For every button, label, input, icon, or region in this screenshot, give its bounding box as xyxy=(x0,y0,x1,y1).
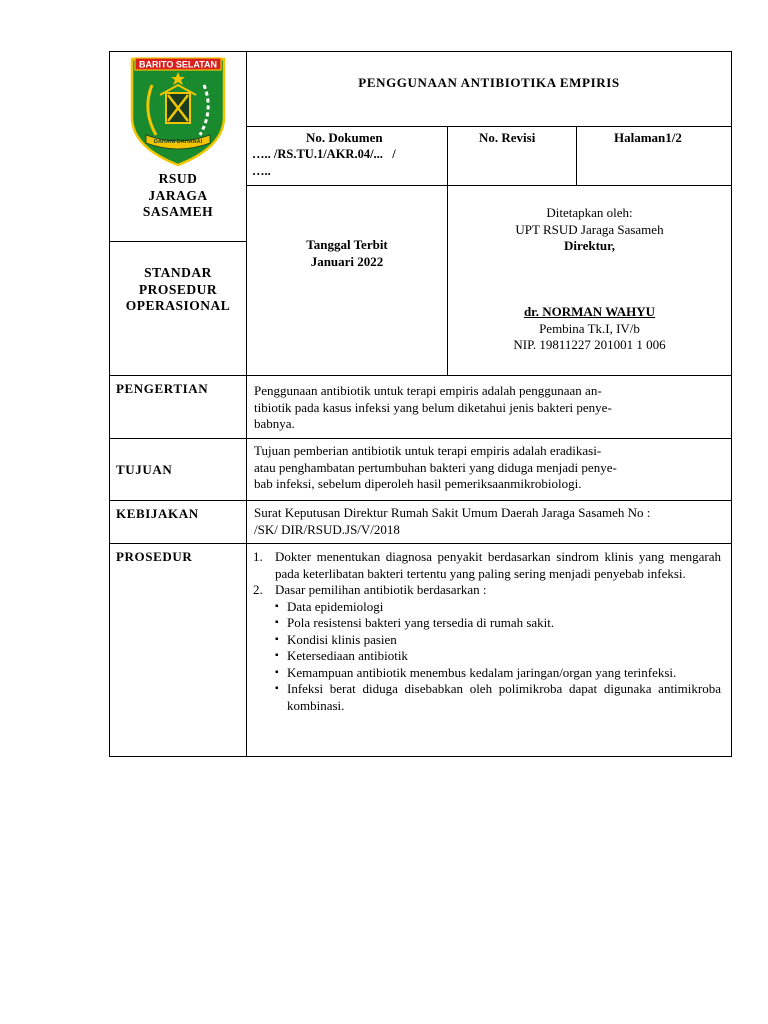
tujuan-line1: Tujuan pemberian antibiotik untuk terapi empiris adalah eradikasi- xyxy=(254,443,602,458)
pengertian-label: PENGERTIAN xyxy=(116,381,209,396)
criteria-text: Infeksi berat diduga disebabkan oleh polimikroba dapat digunaka antimikroba kombinasi. xyxy=(287,681,721,713)
director-rank: Pembina Tk.I, IV/b xyxy=(539,320,640,336)
approval-line1: Ditetapkan oleh: xyxy=(546,205,633,220)
table-border-right xyxy=(731,51,732,757)
document-type-line3: OPERASIONAL xyxy=(125,298,231,313)
director-name: dr. NORMAN WAHYU xyxy=(523,304,656,319)
hospital-name-line1: RSUD xyxy=(158,171,198,186)
tujuan-line3: bab infeksi, sebelum diperoleh hasil pemeriksaanmikrobiologi. xyxy=(254,476,582,491)
logo-ribbon-text: DAHANI DAHANAI xyxy=(153,139,203,145)
criteria-item xyxy=(275,665,721,682)
section-divider-1 xyxy=(109,375,732,376)
tujuan-text xyxy=(254,443,728,493)
hospital-logo xyxy=(130,55,226,167)
criteria-text: Data epidemiologi xyxy=(287,598,384,614)
pengertian-line2: tibiotik pada kasus infeksi yang belum diketahui jenis bakteri penye- xyxy=(254,399,612,415)
document-type-line1: STANDAR xyxy=(144,265,212,280)
criteria-text: Ketersediaan antibiotik xyxy=(287,648,408,663)
bullet-square-icon: ▪ xyxy=(275,633,279,645)
criteria-text: Kemampuan antibiotik menembus kedalam jaringan/organ yang terinfeksi. xyxy=(287,664,677,680)
meta-row-divider xyxy=(246,185,732,186)
kebijakan-line2: /SK/ DIR/RSUD.JS/V/2018 xyxy=(254,521,400,537)
table-border-top xyxy=(109,51,732,52)
prosedur-label: PROSEDUR xyxy=(116,549,193,564)
hospital-name-line2: JARAGA xyxy=(148,187,208,203)
section-divider-3 xyxy=(109,500,732,501)
kebijakan-text xyxy=(254,505,730,538)
tujuan-line2: atau penghambatan pertumbuhan bakteri yang diduga menjadi penye- xyxy=(254,459,617,475)
document-title: PENGGUNAAN ANTIBIOTIKA EMPIRIS xyxy=(358,75,620,90)
tanggal-terbit-label: Tanggal Terbit xyxy=(306,237,388,252)
document-type-line2: PROSEDUR xyxy=(138,281,218,297)
table-border-left xyxy=(109,51,110,757)
prosedur-text xyxy=(253,549,721,714)
prosedur-item-1-number: 1. xyxy=(253,549,263,564)
criteria-text: Kondisi klinis pasien xyxy=(287,631,397,647)
criteria-item xyxy=(275,615,721,632)
logo-banner-text: BARITO SELATAN xyxy=(139,59,217,70)
no-dokumen-value xyxy=(252,146,444,179)
document-type xyxy=(110,265,246,315)
title-row-divider xyxy=(246,126,732,127)
prosedur-item-1 xyxy=(253,549,721,582)
prosedur-item-2-text: Dasar pemilihan antibiotik berdasarkan : xyxy=(275,582,487,597)
antibiotic-criteria-list xyxy=(275,599,721,715)
barito-selatan-emblem-icon xyxy=(130,55,226,167)
halaman-label: Halaman1/2 xyxy=(614,130,682,145)
kebijakan-line1: Surat Keputusan Direktur Rumah Sakit Umum Daerah Jaraga Sasameh No : xyxy=(254,505,651,520)
hospital-name xyxy=(110,171,246,221)
tanggal-terbit-value: Januari 2022 xyxy=(310,253,384,269)
kebijakan-label: KEBIJAKAN xyxy=(116,506,199,521)
criteria-item xyxy=(275,681,721,714)
no-dokumen-value-line2: ….. xyxy=(252,163,271,178)
prosedur-item-2 xyxy=(253,582,721,714)
no-dokumen-value-line1: ….. /RS.TU.1/AKR.04/... / xyxy=(252,147,396,161)
director-block xyxy=(448,304,731,354)
no-revisi-label: No. Revisi xyxy=(479,130,536,145)
logo-cell-divider xyxy=(109,241,247,242)
approval-block xyxy=(448,205,731,255)
criteria-item xyxy=(275,648,721,665)
criteria-text: Pola resistensi bakteri yang tersedia di rumah sakit. xyxy=(287,615,555,630)
section-divider-4 xyxy=(109,543,732,544)
approval-line3: Direktur, xyxy=(564,238,615,253)
criteria-item xyxy=(275,632,721,649)
section-divider-2 xyxy=(109,438,732,439)
bullet-square-icon: ▪ xyxy=(275,650,279,661)
bullet-square-icon: ▪ xyxy=(275,617,279,628)
prosedur-item-2-number: 2. xyxy=(253,582,263,597)
meta-divider-2 xyxy=(576,126,577,186)
no-dokumen-label: No. Dokumen xyxy=(306,130,383,145)
bullet-square-icon: ▪ xyxy=(275,600,279,612)
table-border-bottom xyxy=(109,756,732,757)
prosedur-list xyxy=(253,549,721,714)
director-nip: NIP. 19811227 201001 1 006 xyxy=(513,337,666,352)
criteria-item xyxy=(275,599,721,616)
pengertian-line1: Penggunaan antibiotik untuk terapi empiris adalah penggunaan an- xyxy=(254,383,602,398)
pengertian-line3: babnya. xyxy=(254,416,295,431)
bullet-square-icon: ▪ xyxy=(275,683,279,694)
prosedur-item-1-text: Dokter menentukan diagnosa penyakit berdasarkan sindrom klinis yang mengarah pada keterlibatan bakteri tertentu yang paling sering menjadi penyebab infeksi. xyxy=(275,549,721,581)
column-divider xyxy=(246,51,247,757)
tujuan-label: TUJUAN xyxy=(116,462,173,477)
approval-line2: UPT RSUD Jaraga Sasameh xyxy=(515,221,664,237)
bullet-square-icon: ▪ xyxy=(275,666,279,678)
pengertian-text xyxy=(254,383,728,433)
tanggal-terbit xyxy=(247,237,447,270)
hospital-name-line3: SASAMEH xyxy=(142,204,214,219)
